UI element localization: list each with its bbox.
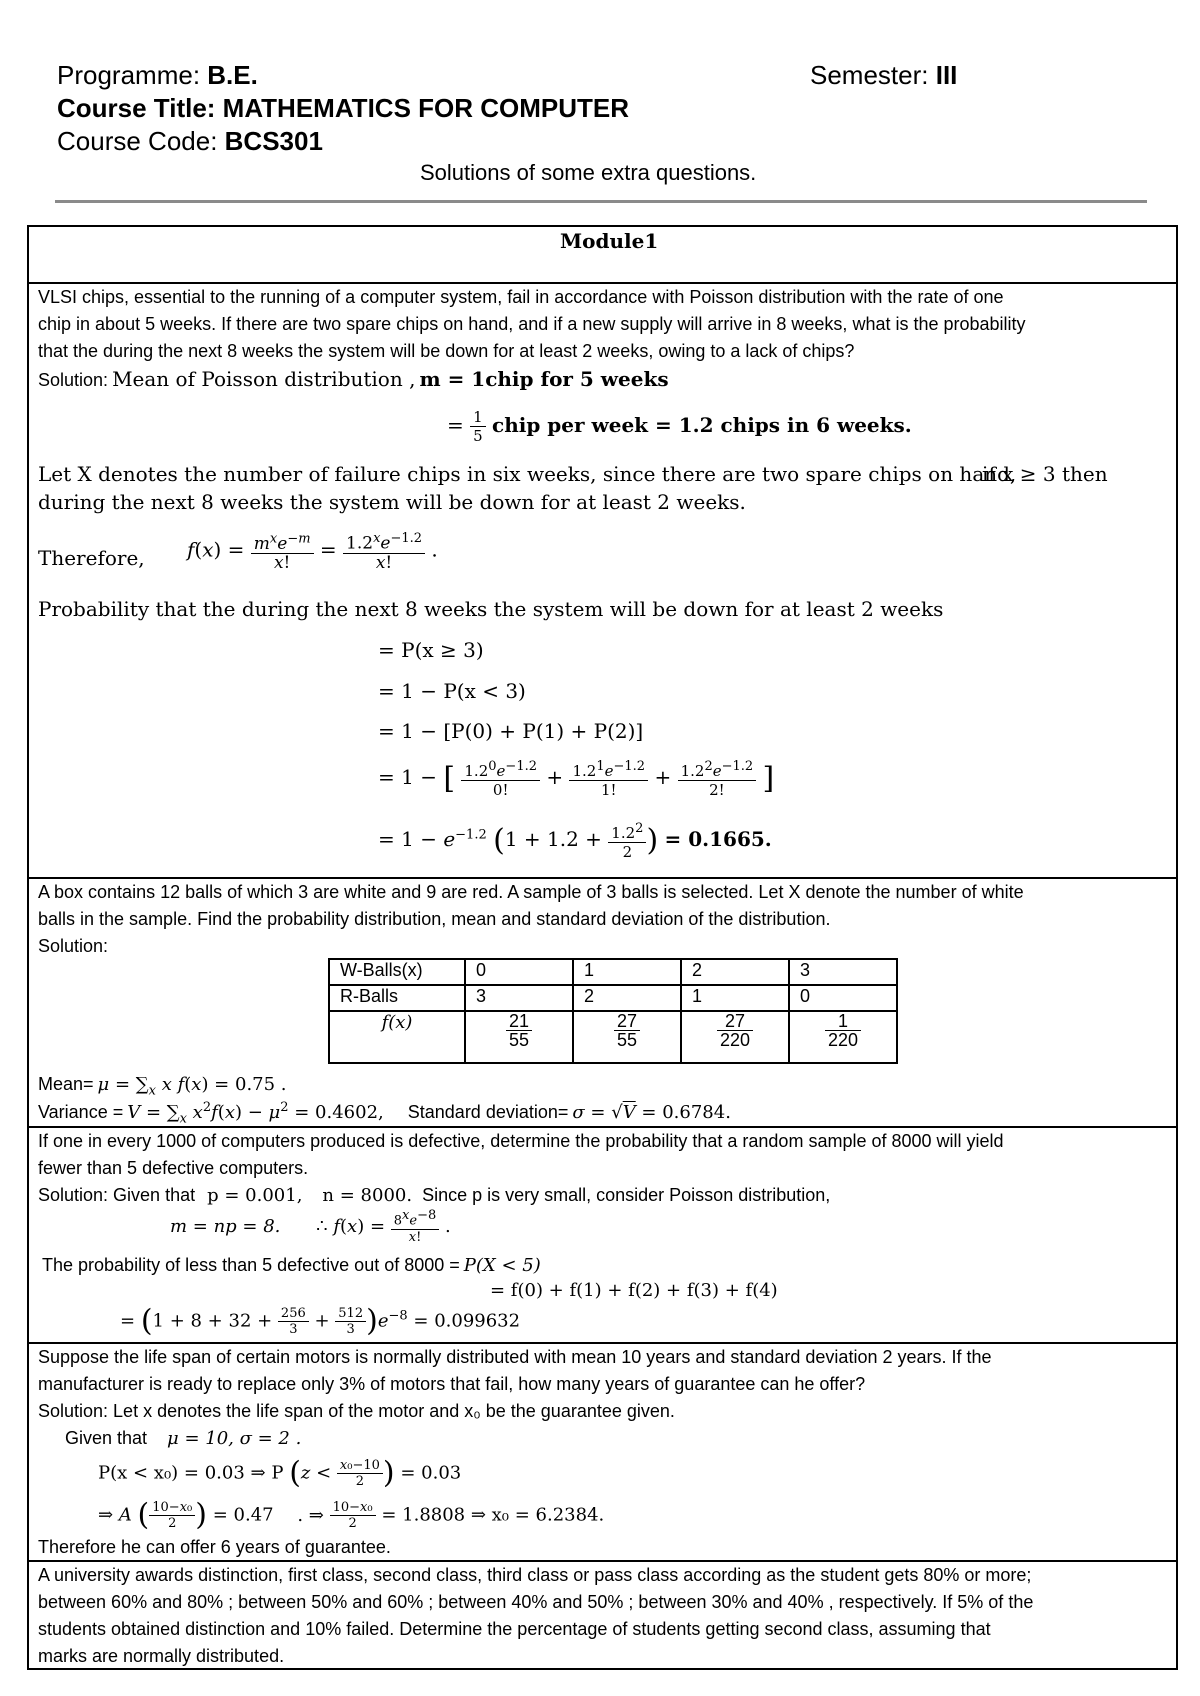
q4-eq1: P(x < x₀) = 0.03 ⇒ P (z < $\frac{\text{x₀−10}}{2}$ ) = 0.03 [98,1455,462,1491]
course-title-label: Course Title: [57,93,216,123]
q1-question-line: chip in about 5 weeks. If there are two spare chips on hand, and if a new supply will arrive in 8 weeks, what is the probability [38,314,1026,334]
q5-question-line: marks are normally distributed. [38,1646,285,1666]
programme-line [57,60,258,90]
fx-numerator: 1 [825,1012,861,1031]
programme-label: Programme: [57,60,201,90]
q1-let-line2: during the next 8 weeks the system will be down for at least 2 weeks. [38,490,746,514]
q3-m-eq: m = np = 8. [170,1216,281,1238]
table-cell: 0 [465,959,573,985]
q4-eq2-b: = 1.8808 ⇒ x₀ = 6.2384. [381,1504,605,1526]
table-cell: 2 [573,985,681,1011]
table-cell: 3 [789,959,897,985]
q4-solution-line: Solution: Let x denotes the life span of the motor and x₀ be the guarantee given. [38,1401,675,1421]
q1-therefore-label: Therefore, [38,546,145,570]
table-row [329,959,897,985]
course-title-value: MATHEMATICS FOR COMPUTER [222,93,630,123]
fx-denominator: 220 [719,1030,751,1050]
q3-result: = 0.099632 [413,1310,521,1332]
q3-question-line: If one in every 1000 of computers produced is defective, determine the probability that a random sample of 8000 will yield [38,1131,1004,1151]
fx-numerator: 21 [506,1012,532,1031]
q1-solution-line [38,365,669,394]
q3-p-eq: p = 0.001, [207,1185,303,1206]
row-label-w-balls: W-Balls(x) [329,959,465,985]
mean-label: Mean= [38,1074,94,1094]
q3-prob-eq: P(X < 5) [463,1255,541,1276]
q1-mean-eq: m = 1chip for 5 weeks [419,367,669,391]
q3-question-line: fewer than 5 defective computers. [38,1158,309,1178]
q1-question-line: that the during the next 8 weeks the system will be down for at least 2 weeks, owing to a lack of chips? [38,341,855,361]
table-row [329,1011,897,1063]
q1-rate-text: chip per week = 1.2 chips in 6 weeks. [492,413,912,437]
q2-question-line: balls in the sample. Find the probability distribution, mean and standard deviation of the distribution. [38,909,831,929]
q1-step-sum: = 1 − [ $\frac{1.2^0e^{-1.2}}{0!}$ + $\frac{1.2^1e^{-1.2}}{1!}$ + $\frac{1.2^2e^{-1.2}}{2!}$ ] [378,759,775,799]
course-code-label: Course Code: [57,126,218,156]
q4-given-text: Given that [65,1428,148,1448]
fx-denominator: 55 [508,1030,530,1050]
q2-variance-line: Variance = $V = \sum_x$ $x^2f(x) - \mu^2 = 0.4602$, Standard deviation= σ = √V = 0.6784. [38,1100,731,1127]
variance-value: 0.4602, [315,1102,384,1123]
q1-step: = 1 − P(x < 3) [378,679,526,703]
q1-question-line: VLSI chips, essential to the running of a computer system, fail in accordance with Poisson distribution with the rate of one [38,287,1004,307]
q3-sum-eq: = f(0) + f(1) + f(2) + f(3) + f(4) [490,1280,778,1301]
distribution-table [328,958,898,1064]
fx-denominator: 220 [827,1030,859,1050]
q3-prob-line [42,1252,541,1279]
table-cell: 3 [465,985,573,1011]
q3-prob-text: The probability of less than 5 defective out of 8000 = [42,1255,460,1275]
programme-value: B.E. [207,60,258,90]
q1-let-line [38,460,1016,488]
fraction-one-fifth: $\frac{1}{5}$ [470,408,486,445]
q4-eq1-left: P(x < x₀) = 0.03 ⇒ P [98,1462,284,1484]
table-cell: 2 [681,959,789,985]
q4-eq2-a: = 0.47 [212,1504,274,1526]
header-divider [55,200,1147,203]
q3-given-text: Solution: Given that [38,1185,196,1205]
fx-numerator: 27 [717,1012,753,1031]
fx-denominator: 55 [616,1030,638,1050]
q2-question-line: A box contains 12 balls of which 3 are white and 9 are red. A sample of 3 balls is selected. Let X denote the number of white [38,882,1024,902]
q3-n-eq: n = 8000. [322,1185,413,1206]
q1-step: = P(x ≥ 3) [378,638,484,662]
table-cell: 1 [681,985,789,1011]
semester-line [810,60,957,90]
mean-value: 0.75 [235,1074,276,1095]
q4-question-line: manufacturer is ready to replace only 3% of motors that fail, how many years of guarantee can he offer? [38,1374,866,1394]
fx-numerator: 27 [614,1012,640,1031]
solution-label: Solution: [38,370,109,390]
row-label-r-balls: R-Balls [329,985,465,1011]
course-code-value: BCS301 [224,126,323,156]
q2-mean-line: Mean= $\mu = \sum_x$ x f(x) = 0.75 . [38,1074,287,1099]
q4-given-eq: μ = 10, σ = 2 . [167,1428,302,1449]
q3-m-line: m = np = 8. ∴ f(x) = $\frac{8^xe^{-8}}{x!}$ . [170,1208,451,1246]
table-row [329,985,897,1011]
course-code-line [57,126,323,156]
module-title: Module1 [560,229,659,253]
q1-result: = 0.1665. [664,827,772,851]
q4-eq2: ⇒ A ( $\frac{\text{10−x₀}}{2}$ ) = 0.47 . ⇒ $\frac{\text{10−x₀}}{2}$ = 1.8808 ⇒ x₀ = 6.2384. [98,1497,605,1533]
q3-given-line [38,1182,830,1209]
q5-question-line: A university awards distinction, first class, second class, third class or pass class according as the student gets 80% or more; [38,1565,1032,1585]
semester-value: III [935,60,958,90]
q1-mean-text: Mean of Poisson distribution , [112,367,416,391]
q1-rate-line: = $\frac{1}{5}$ chip per week = 1.2 chips in 6 weeks. [447,408,912,445]
q1-prob-intro: Probability that the during the next 8 weeks the system will be down for at least 2 weeks [38,597,944,621]
subtitle: Solutions of some extra questions. [420,160,757,185]
q3-final-line: = (1 + 8 + 32 + $\frac{256}{3}$ + $\frac{512}{3}$ )$e^{-8} = 0.099632$ [120,1303,521,1339]
table-cell: 1 [573,959,681,985]
q3-since-text: Since p is very small, consider Poisson distribution, [422,1185,831,1205]
solution-label: Solution: [38,936,109,956]
sd-value: 0.6784. [662,1102,731,1123]
q5-question-line: between 60% and 80% ; between 50% and 60% ; between 40% and 50% ; between 30% and 40% , respectively. If 5% of the [38,1592,1034,1612]
q4-question-line: Suppose the life span of certain motors is normally distributed with mean 10 years and standard deviation 2 years. If the [38,1347,992,1367]
sd-label: Standard deviation= [407,1102,569,1122]
table-cell: 0 [789,985,897,1011]
q1-let-text: Let X denotes the number of failure chips in six weeks, since there are two spare chips on hand, [38,462,1017,486]
q4-given-line [65,1425,301,1452]
variance-label: Variance = [38,1102,124,1122]
course-title-line [57,93,629,123]
row-label-fx: f(x) [329,1011,465,1063]
q1-step: = 1 − [P(0) + P(1) + P(2)] [378,719,644,743]
q1-step-final: = $1 - e^{-1.2}$ (1 + 1.2 + $\frac{1.2^2}{2}$ ) = 0.1665. [378,821,772,861]
q4-eq1-right: = 0.03 [400,1462,462,1484]
q5-question-line: students obtained distinction and 10% failed. Determine the percentage of students getting second class, assuming that [38,1619,991,1639]
q1-let-condition: if x ≥ 3 then [982,462,1108,486]
q4-conclusion: Therefore he can offer 6 years of guarantee. [38,1537,391,1557]
q1-pmf-formula: f(x) = $\frac{m^xe^{-m}}{x!}$ = $\frac{1.2^xe^{-1.2}}{x!}$ . [187,531,438,573]
semester-label: Semester: [810,60,929,90]
